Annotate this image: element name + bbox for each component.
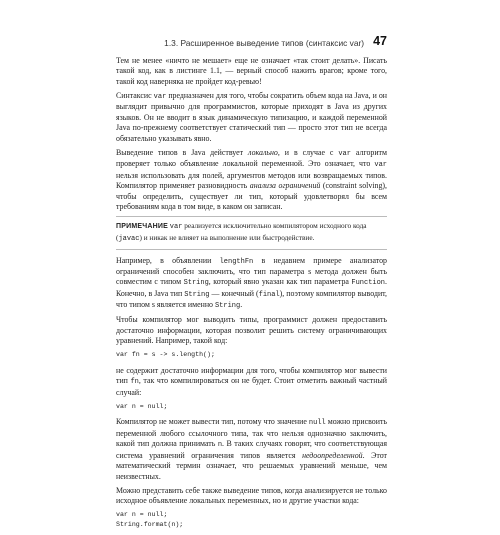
text-run: Синтаксис <box>116 90 154 100</box>
text-run: . В таких случаях говорят, что соответствующая система уравнений ограничения типов является <box>116 439 387 460</box>
running-header <box>116 34 387 48</box>
inline-code: String <box>184 290 210 299</box>
inline-code: var <box>169 223 183 232</box>
text-run: реализуется исключительно компилятором исходного кода ( <box>116 221 367 242</box>
text-run: ) и никак не влияет на выполнение или быстродействие. <box>139 232 315 242</box>
text-run: нельзя использовать для полей, аргументов методов или возвращаемых типов. Компилятор применяет разновидность <box>116 170 387 191</box>
text-run: , который явно указан как тип параметра <box>208 277 352 287</box>
text-run: можно присвоить переменной любого ссылочного типа, так что нельзя однозначно заключить, какой тип должна принимать <box>116 417 387 449</box>
inline-code: null <box>308 419 326 428</box>
inline-code: Function <box>351 279 386 288</box>
code-listing-3: var n = null; String.format(n); <box>116 511 184 528</box>
section-title: 1.3. Расширенное выведение типов (синтаксис var) <box>164 38 365 48</box>
text-run: Компилятор не может вывести тип, потому что значение <box>116 417 309 427</box>
code-listing-2: var n = null; <box>116 402 168 410</box>
text-run: Например, в объявлении <box>116 255 220 265</box>
text-run: не содержит достаточно информации для того, чтобы компилятор мог вывести тип <box>116 365 387 386</box>
paragraph-4 <box>116 256 387 312</box>
inline-code: fn <box>130 378 139 387</box>
inline-code: n <box>217 441 223 450</box>
code-listing-1: var fn = s -> s.length(); <box>116 351 215 359</box>
inline-code: String <box>214 302 241 311</box>
text-run: . <box>240 300 243 310</box>
text-run: . Этот математический термин означает, что решаемых уравнений меньше, чем неизвестных. <box>116 450 387 481</box>
text-run: предназначен для того, чтобы сократить объем кода на Java, и он выглядит привычно для программистов, которые приходят в Java из других языков. Он не вводит в язык динамическую типизацию, и каждой переменной Java по-прежнему соответствует статический тип — просто этот тип не всегда обязательно указывать явно. <box>116 90 388 143</box>
text-run: , и в случае с <box>277 147 339 157</box>
note-box <box>116 216 387 249</box>
text-run: алгоритм проверяет только объявление локальной переменной. Это означает, что <box>116 147 387 169</box>
emphasis: локально <box>248 147 278 157</box>
paragraph-5: Чтобы компилятор мог выводить типы, программист должен предоставить достаточно информации, которая позволит решить систему ограничивающих уравнений. Например, такой код: <box>116 315 387 346</box>
text-run: — конечный ( <box>209 288 259 298</box>
text-run: . Конечно, в Java тип <box>116 277 387 298</box>
text-run: , так что компилироваться он не будет. Стоит отметить важный частный случай: <box>116 376 387 397</box>
paragraph-7 <box>116 417 387 482</box>
inline-code: String <box>183 279 209 288</box>
emphasis: недоопределенной <box>302 450 363 460</box>
inline-code: var <box>153 92 167 101</box>
inline-code: javac <box>118 234 140 243</box>
paragraph-3 <box>116 148 387 213</box>
inline-code: var <box>338 149 351 158</box>
text-run: ), поэтому компилятор выводит, что типом s является именно <box>116 288 388 310</box>
inline-code: var <box>374 161 387 170</box>
paragraph-6 <box>116 366 387 398</box>
page-number: 47 <box>373 34 387 48</box>
note-label: ПРИМЕЧАНИЕ <box>116 223 168 231</box>
text-run: (constraint solving), чтобы определить, существует ли тип, который удовлетворял бы всем требованиям кода в том виде, в каком он записан. <box>116 181 387 212</box>
paragraph-2 <box>116 91 387 144</box>
inline-code: final <box>258 290 280 299</box>
body-text <box>116 56 387 535</box>
text-run: Выведение типов в Java действует <box>116 147 249 157</box>
text-run: в недавнем примере анализатор ограничений способен заключить, что тип параметра s метода должен быть совместим с типом <box>116 255 387 287</box>
paragraph-1: Тем не менее «ничто не мешает» еще не означает «так стоит делать». Писать такой код, как в листинге 1.1, — верный способ нажить врагов; кроме того, такой код наверняка не пройдет код-ревью! <box>116 56 387 86</box>
paragraph-8: Можно представить себе также выведение типов, когда анализируется не только исходное объявление локальных переменных, но и другие участки кода: <box>116 485 387 506</box>
inline-code: lengthFn <box>219 257 254 266</box>
emphasis: анализа ограничений <box>249 181 321 191</box>
